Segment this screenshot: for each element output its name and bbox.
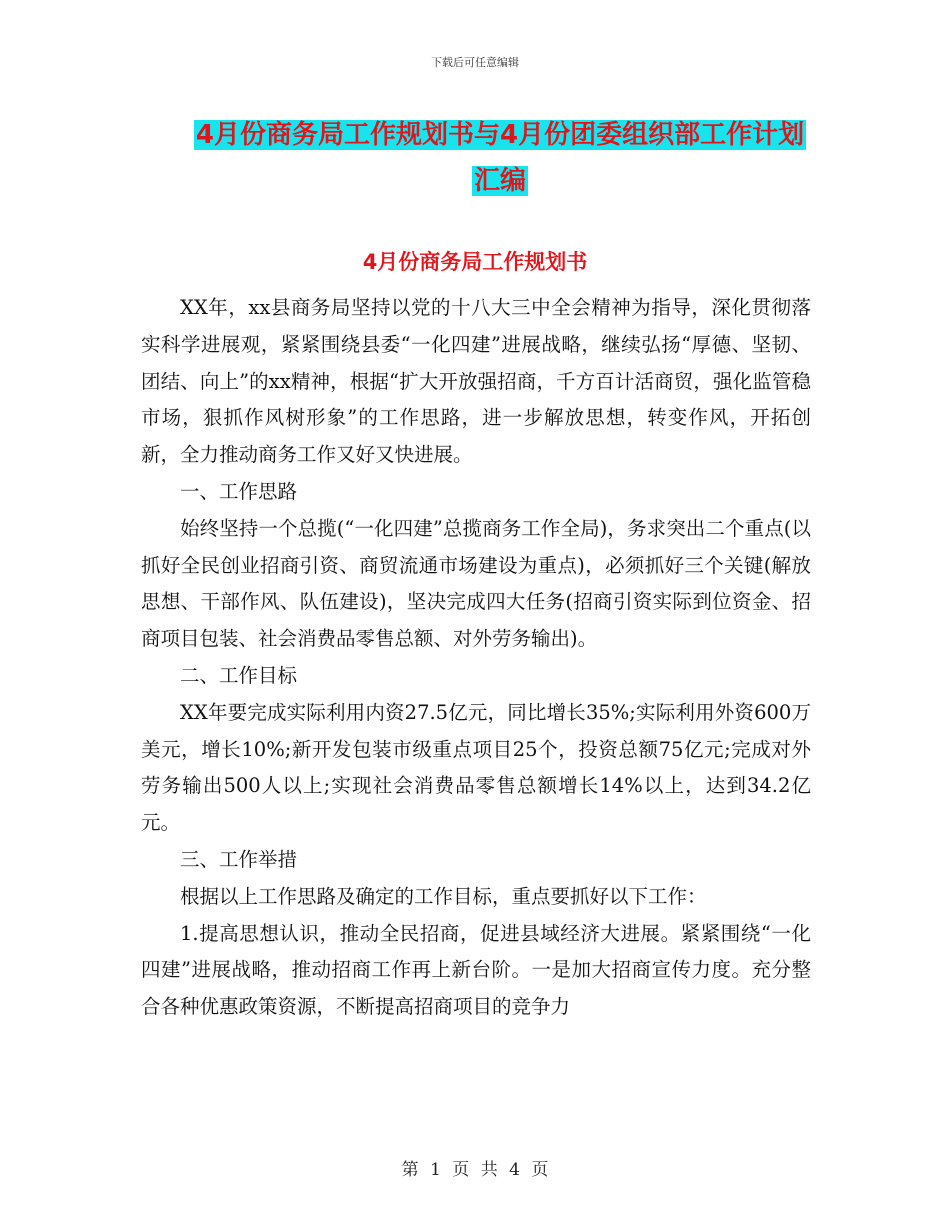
paragraph-intro: XX年，xx县商务局坚持以党的十八大三中全会精神为指导，深化贯彻落实科学进展观，紧紧围绕县委“一化四建”进展战略，继续弘扬“厚德、坚韧、团结、向上”的xx精神，根据“扩大开放强招商，千方百计活商贸，强化监管稳市场，狠抓作风树形象”的工作思路，进一步解放思想，转变作风，开拓创新，全力推动商务工作又好又快进展。 xyxy=(141,296,811,467)
paragraph-work-approach: 始终坚持一个总揽(“一化四建”总揽商务工作全局)，务求突出二个重点(以抓好全民创业招商引资、商贸流通市场建设为重点)，必须抓好三个关键(解放思想、干部作风、队伍建设)，坚决完成四大任务(招商引资实际到位资金、招商项目包装、社会消费品零售总额、对外劳务输出)。 xyxy=(141,516,811,651)
page-indicator: 第 1 页 共 4 页 xyxy=(401,1160,549,1180)
heading-work-goals: 二、工作目标 xyxy=(180,663,298,687)
document-body xyxy=(141,290,811,1026)
document-title-line-2: 汇编 xyxy=(473,166,526,196)
section-title: 4月份商务局工作规划书 xyxy=(362,250,588,274)
document-title-line-1: 4月份商务局工作规划书与4月份团委组织部工作计划 xyxy=(195,120,805,150)
paragraph-work-goals: XX年要完成实际利用内资27.5亿元，同比增长35%;实际利用外资600万美元，增长10%;新开发包装市级重点项目25个，投资总额75亿元;完成对外劳务输出500人以上;实现社会消费品零售总额增长14%以上，达到34.2亿元。 xyxy=(141,700,811,835)
paragraph-measures-intro: 根据以上工作思路及确定的工作目标，重点要抓好以下工作： xyxy=(180,884,707,908)
paragraph-measure-1: 1.提高思想认识，推动全民招商，促进县域经济大进展。紧紧围绕“一化四建”进展战略，推动招商工作再上新台阶。一是加大招商宣传力度。充分整合各种优惠政策资源，不断提高招商项目的竞争力 xyxy=(141,921,811,1019)
heading-work-measures: 三、工作举措 xyxy=(180,847,298,871)
heading-work-approach: 一、工作思路 xyxy=(180,479,298,503)
document-title xyxy=(140,112,860,204)
header-note: 下载后可任意编辑 xyxy=(431,56,519,69)
